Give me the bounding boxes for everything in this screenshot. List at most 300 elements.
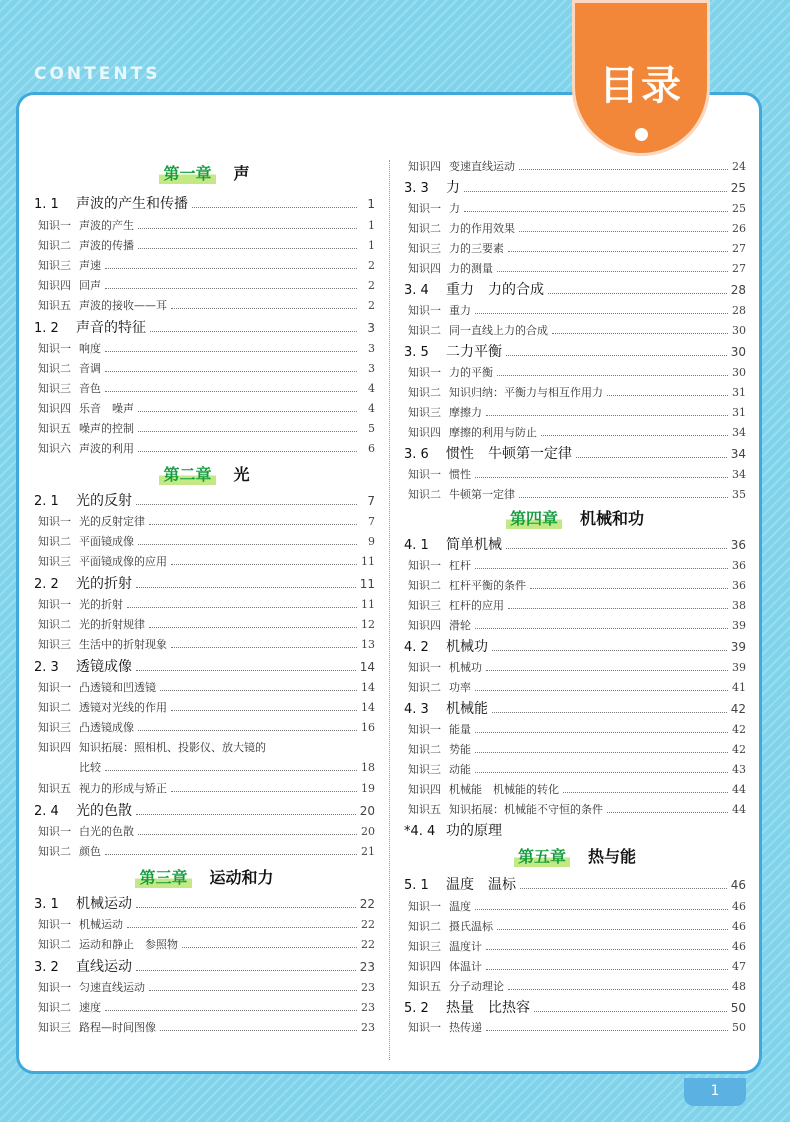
knowledge-title: 音色 [79,382,101,395]
dot-leader [192,207,357,208]
section-number: 2. 3 [34,660,59,675]
toc-knowledge-item [34,513,375,529]
knowledge-title: 温度 [449,900,471,913]
toc-knowledge-item [404,364,746,380]
dot-leader [136,907,356,908]
page-ref: 2 [368,299,375,312]
page-ref: 50 [732,1021,746,1034]
section-title: 直线运动 [76,959,132,975]
dot-leader [105,770,357,771]
dot-leader [138,451,357,452]
toc-section-entry [404,820,746,840]
section-number: 5. 2 [404,1001,429,1016]
dot-leader [563,792,728,793]
toc-knowledge-item [34,759,375,775]
section-title: 二力平衡 [446,344,502,360]
section-title: 温度 温标 [446,877,516,893]
dot-leader [105,1010,357,1011]
knowledge-label: 知识一 [38,918,71,931]
chapter-heading [404,506,746,529]
toc-knowledge-item [34,780,375,796]
page-ref: 13 [361,638,375,651]
toc-knowledge-item [404,466,746,482]
section-title: 光的色散 [76,803,132,819]
toc-section-entry [34,317,375,337]
toc-knowledge-item [404,597,746,613]
page-ref: 27 [732,262,746,275]
knowledge-label: 知识三 [38,259,71,272]
knowledge-title: 响度 [79,342,101,355]
knowledge-title: 速度 [79,1001,101,1014]
dot-leader [149,524,357,525]
page-ref: 42 [732,723,746,736]
knowledge-label: 知识一 [38,219,71,232]
page-ref: 14 [361,701,375,714]
knowledge-title: 杠杆的应用 [449,599,504,612]
knowledge-label: 知识四 [408,426,441,439]
dot-leader [138,730,357,731]
toc-section-entry [404,997,746,1017]
knowledge-label: 知识一 [408,468,441,481]
dot-leader [138,411,357,412]
toc-knowledge-item [34,380,375,396]
page-ref: 1 [368,239,375,252]
knowledge-title: 知识拓展：照相机、投影仪、放大镜的 [79,741,266,754]
section-title: 力 [446,180,460,196]
page-ref: 39 [732,619,746,632]
knowledge-title: 惯性 [449,468,471,481]
page-ref: 24 [732,160,746,173]
knowledge-title: 匀速直线运动 [79,981,145,994]
toc-knowledge-item [404,158,746,174]
section-title: 简单机械 [446,537,502,553]
toc-knowledge-item [34,739,375,755]
title-tab [572,0,710,156]
knowledge-label: 知识一 [408,559,441,572]
knowledge-label: 知识二 [408,681,441,694]
dot-leader [541,435,728,436]
knowledge-label: 知识一 [408,723,441,736]
knowledge-title: 凸透镜和凹透镜 [79,681,156,694]
dot-leader [105,288,357,289]
toc-knowledge-item [34,843,375,859]
dot-leader [136,587,356,588]
page-ref: 36 [732,559,746,572]
page-ref: 11 [361,598,375,611]
page-ref: 39 [730,640,746,654]
knowledge-title: 光的折射规律 [79,618,145,631]
dot-leader [171,647,357,648]
knowledge-title: 凸透镜成像 [79,721,134,734]
toc-knowledge-item [34,297,375,313]
chapter-number: 第一章 [159,164,215,184]
page-ref: 46 [732,920,746,933]
knowledge-label: 知识五 [408,980,441,993]
dot-leader [138,431,357,432]
toc-knowledge-item [404,659,746,675]
page-ref: 27 [732,242,746,255]
dot-leader [149,990,357,991]
knowledge-label: 知识二 [408,920,441,933]
chapter-number: 第二章 [159,465,215,485]
dot-leader [475,772,728,773]
knowledge-title: 知识归纳：平衡力与相互作用力 [449,386,603,399]
page-ref: 30 [730,345,746,359]
page-ref: 42 [732,743,746,756]
knowledge-title: 比较 [79,761,101,774]
section-title: 光的反射 [76,493,132,509]
knowledge-title: 重力 [449,304,471,317]
toc-knowledge-item [34,340,375,356]
knowledge-label: 知识五 [38,782,71,795]
page-ref: 1 [367,197,375,211]
chapter-title: 光 [233,465,250,484]
section-title: 功的原理 [446,823,502,839]
dot-leader [497,271,728,272]
dot-leader [138,248,357,249]
section-title: 惯性 牛顿第一定律 [446,446,572,462]
knowledge-label: 知识二 [38,618,71,631]
knowledge-title: 回声 [79,279,101,292]
knowledge-label: 知识四 [408,783,441,796]
toc-section-entry [34,800,375,820]
dot-leader [475,628,728,629]
page-ref: 44 [732,803,746,816]
dot-leader [138,544,357,545]
toc-knowledge-item [404,404,746,420]
knowledge-title: 功率 [449,681,471,694]
knowledge-label: 知识一 [38,515,71,528]
dot-leader [149,627,357,628]
section-number: 2. 1 [34,494,59,509]
knowledge-title: 力的三要素 [449,242,504,255]
toc-knowledge-item [404,424,746,440]
dot-leader [486,1030,728,1031]
chapter-heading [34,161,375,184]
dot-leader [171,308,357,309]
page-ref: 23 [361,1001,375,1014]
page-ref: 44 [732,783,746,796]
knowledge-label: 知识三 [408,763,441,776]
dot-leader [138,228,357,229]
knowledge-label: 知识一 [408,202,441,215]
knowledge-label: 知识三 [38,555,71,568]
page-ref: 11 [359,577,375,591]
section-number: 3. 3 [404,181,429,196]
toc-section-entry [404,443,746,463]
chapter-title: 声 [233,164,250,183]
dot-leader [508,608,728,609]
section-number: *4. 4 [404,824,436,839]
section-title: 机械运动 [76,896,132,912]
knowledge-label: 知识三 [408,406,441,419]
section-number: 3. 1 [34,897,59,912]
section-number: 4. 2 [404,640,429,655]
section-number: 5. 1 [404,878,429,893]
knowledge-title: 机械能 机械能的转化 [449,783,559,796]
knowledge-label: 知识三 [38,721,71,734]
toc-knowledge-item [34,533,375,549]
dot-leader [475,909,728,910]
toc-section-entry [34,956,375,976]
knowledge-title: 机械功 [449,661,482,674]
page-ref: 1 [368,219,375,232]
page-ref: 34 [732,468,746,481]
knowledge-title: 视力的形成与矫正 [79,782,167,795]
page-ref: 47 [732,960,746,973]
knowledge-title: 摄氏温标 [449,920,493,933]
section-number: 2. 4 [34,804,59,819]
knowledge-title: 力 [449,202,460,215]
page-ref: 36 [730,538,746,552]
page-ref: 38 [732,599,746,612]
knowledge-label: 知识二 [38,535,71,548]
knowledge-title: 动能 [449,763,471,776]
page-ref: 3 [368,362,375,375]
dot-leader [576,457,727,458]
dot-leader [136,814,356,815]
page-ref: 23 [361,1021,375,1034]
toc-knowledge-item [34,257,375,273]
knowledge-title: 透镜对光线的作用 [79,701,167,714]
toc-knowledge-item [404,617,746,633]
toc-section-entry [34,656,375,676]
dot-leader [497,375,728,376]
toc-knowledge-item [404,577,746,593]
dot-leader [150,331,357,332]
knowledge-label: 知识二 [38,845,71,858]
dot-leader [475,690,728,691]
toc-knowledge-item [404,240,746,256]
knowledge-title: 杠杆平衡的条件 [449,579,526,592]
dot-leader [475,477,728,478]
toc-knowledge-item [34,679,375,695]
dot-leader [519,169,728,170]
page-ref: 9 [368,535,375,548]
dot-leader [171,564,357,565]
page-ref: 7 [368,515,375,528]
knowledge-title: 颜色 [79,845,101,858]
page-ref: 25 [732,202,746,215]
dot-leader [475,568,728,569]
dot-leader [464,211,728,212]
page-ref: 19 [361,782,375,795]
knowledge-title: 声波的利用 [79,442,134,455]
knowledge-label: 知识一 [408,1021,441,1034]
page-ref: 30 [732,324,746,337]
knowledge-label: 知识三 [408,242,441,255]
toc-knowledge-item [34,636,375,652]
dot-leader [136,970,356,971]
knowledge-label: 知识一 [408,366,441,379]
page-ref: 43 [732,763,746,776]
chapter-heading [404,844,746,867]
section-number: 3. 5 [404,345,429,360]
page-ref: 39 [732,661,746,674]
page-ref: 20 [359,804,375,818]
dot-leader [105,854,357,855]
toc-knowledge-item [34,420,375,436]
knowledge-label: 知识四 [408,262,441,275]
section-number: 3. 4 [404,283,429,298]
toc-knowledge-item [404,557,746,573]
page-ref: 16 [361,721,375,734]
toc-knowledge-item [404,958,746,974]
knowledge-label: 知识一 [408,304,441,317]
toc-knowledge-item [404,260,746,276]
dot-leader [506,355,727,356]
page-ref: 3 [367,321,375,335]
knowledge-title: 噪声的控制 [79,422,134,435]
page-ref: 11 [361,555,375,568]
knowledge-label: 知识六 [38,442,71,455]
toc-section-entry [404,279,746,299]
page-title: 目录 [599,63,683,109]
dot-leader [519,497,728,498]
knowledge-label: 知识一 [38,981,71,994]
toc-section-entry [404,874,746,894]
knowledge-title: 力的作用效果 [449,222,515,235]
toc-knowledge-item [404,781,746,797]
dot-leader [171,710,357,711]
column-divider [389,160,390,1060]
dot-leader [607,812,728,813]
toc-knowledge-item [34,1019,375,1035]
toc-knowledge-item [34,936,375,952]
page-ref: 46 [732,940,746,953]
knowledge-label: 知识一 [38,598,71,611]
page-ref: 5 [368,422,375,435]
knowledge-title: 光的反射定律 [79,515,145,528]
knowledge-label: 知识四 [408,160,441,173]
section-title: 声音的特征 [76,320,146,336]
page-ref: 23 [361,981,375,994]
knowledge-title: 声波的产生 [79,219,134,232]
page-ref: 34 [732,426,746,439]
dot-leader [475,732,728,733]
knowledge-title: 光的折射 [79,598,123,611]
page-ref: 4 [368,402,375,415]
dot-leader [105,391,357,392]
dot-leader [475,313,728,314]
dot-leader [105,371,357,372]
toc-knowledge-item [404,761,746,777]
knowledge-title: 白光的色散 [79,825,134,838]
toc-knowledge-item [34,277,375,293]
toc-knowledge-item [404,302,746,318]
dot-leader [492,712,727,713]
dot-leader [475,752,728,753]
toc-section-entry [404,534,746,554]
knowledge-label: 知识二 [38,938,71,951]
dot-leader [534,1011,727,1012]
page-number: 1 [684,1078,746,1106]
toc-knowledge-item [34,823,375,839]
toc-knowledge-item [404,679,746,695]
page-ref: 48 [732,980,746,993]
section-number: 1. 1 [34,197,59,212]
dot-leader [136,670,356,671]
knowledge-label: 知识二 [408,222,441,235]
knowledge-title: 热传递 [449,1021,482,1034]
section-title: 声波的产生和传播 [76,196,188,212]
knowledge-title: 知识拓展：机械能不守恒的条件 [449,803,603,816]
knowledge-title: 牛顿第一定律 [449,488,515,501]
section-title: 热量 比热容 [446,1000,530,1016]
knowledge-title: 声速 [79,259,101,272]
section-title: 透镜成像 [76,659,132,675]
knowledge-label: 知识一 [38,825,71,838]
page-ref: 22 [359,897,375,911]
toc-knowledge-item [404,918,746,934]
toc-knowledge-item [34,553,375,569]
toc-section-entry [34,490,375,510]
toc-knowledge-item [34,616,375,632]
dot-leader [138,834,357,835]
section-number: 4. 3 [404,702,429,717]
toc-section-entry [404,177,746,197]
knowledge-title: 变速直线运动 [449,160,515,173]
page-ref: 35 [732,488,746,501]
page-ref: 2 [368,279,375,292]
knowledge-label: 知识二 [38,362,71,375]
knowledge-label: 知识二 [408,743,441,756]
chapter-heading [34,865,375,888]
toc-knowledge-item [404,200,746,216]
page-ref: 14 [361,681,375,694]
toc-section-entry [404,636,746,656]
knowledge-label: 知识三 [408,940,441,953]
dot-leader [486,415,728,416]
page-ref: 23 [359,960,375,974]
page-ref: 2 [368,259,375,272]
toc-knowledge-item [34,719,375,735]
dot-leader [492,650,727,651]
knowledge-title: 能量 [449,723,471,736]
section-number: 3. 2 [34,960,59,975]
section-number: 3. 6 [404,447,429,462]
dot-leader [136,504,357,505]
section-number: 2. 2 [34,577,59,592]
dot-leader [171,791,357,792]
section-title: 机械功 [446,639,488,655]
page-ref: 21 [361,845,375,858]
toc-knowledge-item [34,237,375,253]
chapter-title: 热与能 [588,847,637,866]
knowledge-label: 知识一 [408,661,441,674]
page-ref: 31 [732,386,746,399]
dot-leader [105,351,357,352]
chapter-title: 运动和力 [209,868,274,887]
dot-leader [105,268,357,269]
knowledge-label: 知识一 [408,900,441,913]
dot-leader [486,969,728,970]
section-title: 光的折射 [76,576,132,592]
dot-leader [520,888,727,889]
knowledge-title: 力的测量 [449,262,493,275]
dot-leader [127,927,357,928]
page-ref: 46 [732,900,746,913]
toc-knowledge-item [404,486,746,502]
toc-knowledge-item [404,721,746,737]
toc-knowledge-item [404,384,746,400]
knowledge-label: 知识二 [408,386,441,399]
section-number: 4. 1 [404,538,429,553]
knowledge-title: 体温计 [449,960,482,973]
knowledge-title: 平面镜成像的应用 [79,555,167,568]
knowledge-label: 知识四 [38,279,71,292]
toc-knowledge-item [404,741,746,757]
